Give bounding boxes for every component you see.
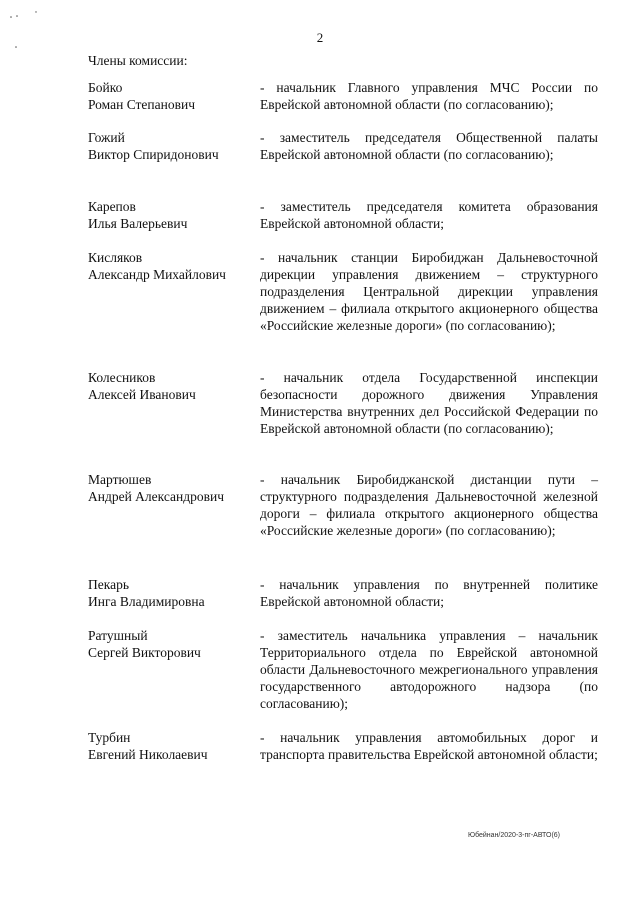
member-given-name: Алексей Иванович [88, 387, 196, 402]
member-entry [88, 79, 598, 113]
member-surname: Пекарь [88, 577, 129, 592]
member-given-name: Сергей Викторович [88, 645, 201, 660]
member-role: - начальник управления по внутренней политике Еврейской автономной области; [260, 577, 598, 609]
member-entry [88, 471, 598, 539]
document-code: Юбейнан/2020-3-пг-АВТО(6) [468, 832, 561, 839]
member-given-name: Андрей Александрович [88, 489, 225, 504]
member-surname: Кисляков [88, 250, 143, 265]
member-role: - начальник управления автомобильных дорог и транспорта правительства Еврейской автономной области; [260, 730, 598, 762]
member-entry [88, 198, 598, 232]
member-role: - начальник Биробиджанской дистанции пути – структурного подразделения Дальневосточной железной дороги – филиала открытого акционерного общества «Российские железные дороги» (по согласованию); [260, 472, 598, 538]
member-name [88, 576, 260, 610]
member-surname: Ратушный [88, 628, 148, 643]
member-role: - заместитель председателя Общественной палаты Еврейской автономной области (по согласованию); [260, 130, 598, 162]
member-given-name: Евгений Николаевич [88, 747, 208, 762]
member-role: - начальник станции Биробиджан Дальневосточной дирекции управления движением – структурного подразделения Центральной дирекции управления движением – филиала открытого акционерного общества «Российские железные дороги» (по согласованию); [260, 250, 598, 333]
member-name [88, 198, 260, 232]
member-entry [88, 576, 598, 610]
member-surname: Карепов [88, 199, 136, 214]
member-surname: Бойко [88, 80, 123, 95]
member-given-name: Виктор Спиридонович [88, 147, 219, 162]
member-surname: Гожий [88, 130, 125, 145]
member-role: - заместитель начальника управления – начальник Территориального отдела по Еврейской автономной области Дальневосточного межрегионального управления государственного автодорожного надзора (по согласованию); [260, 628, 598, 711]
member-entry [88, 369, 598, 437]
member-role: - начальник Главного управления МЧС России по Еврейской автономной области (по согласованию); [260, 80, 598, 112]
member-entry [88, 249, 598, 334]
member-name [88, 471, 260, 539]
member-given-name: Роман Степанович [88, 97, 196, 112]
member-entry [88, 129, 598, 163]
member-surname: Турбин [88, 730, 131, 745]
member-given-name: Илья Валерьевич [88, 216, 188, 231]
members-heading: Члены комиссии: [88, 53, 188, 68]
page-number: 2 [316, 30, 324, 45]
member-given-name: Инга Владимировна [88, 594, 205, 609]
member-entry [88, 729, 598, 763]
member-surname: Колесников [88, 370, 156, 385]
member-given-name: Александр Михайлович [88, 267, 226, 282]
member-role: - заместитель председателя комитета образования Еврейской автономной области; [260, 199, 598, 231]
member-role: - начальник отдела Государственной инспекции безопасности дорожного движения Управления Министерства внутренних дел Российской Федерации по Еврейской автономной области (по согласованию); [260, 370, 598, 436]
member-name [88, 79, 260, 113]
member-name [88, 627, 260, 712]
member-name [88, 369, 260, 437]
member-name [88, 249, 260, 334]
member-surname: Мартюшев [88, 472, 152, 487]
member-entry [88, 627, 598, 712]
member-name [88, 129, 260, 163]
member-name [88, 729, 260, 763]
